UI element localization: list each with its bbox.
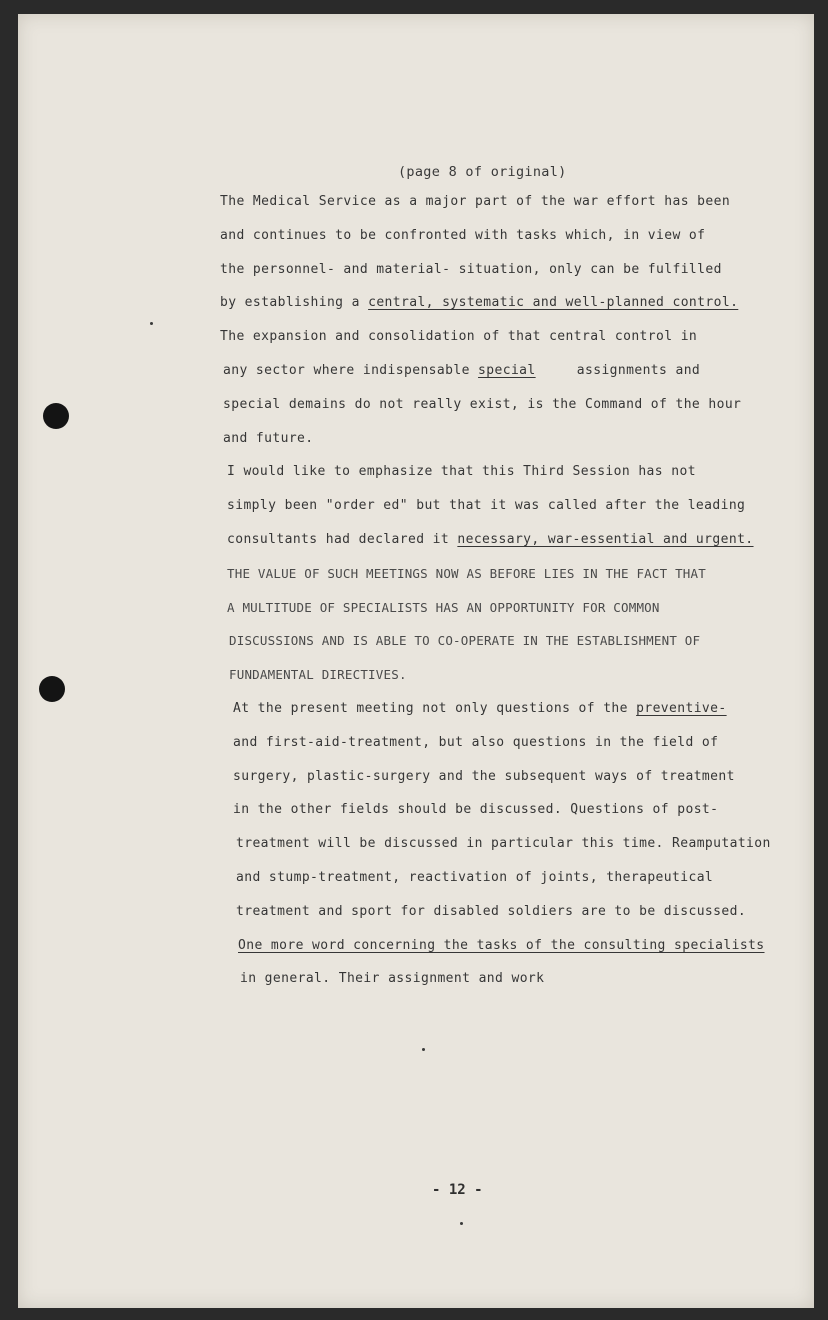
- ink-speck: [422, 1048, 425, 1051]
- text-segment: consultants had declared it: [227, 532, 458, 547]
- text-line: [229, 633, 700, 648]
- text-line: [236, 836, 771, 851]
- text-segment: and continues to be confronted with tasks which, in view of: [220, 227, 706, 243]
- text-segment: and future.: [223, 430, 314, 446]
- page-header: (page 8 of original): [398, 164, 567, 180]
- text-segment: and stump-treatment, reactivation of joints, therapeutical: [236, 870, 714, 885]
- text-line: [227, 498, 745, 513]
- page-number: - 12 -: [432, 1182, 483, 1198]
- text-segment: The expansion and consolidation of that central control in: [220, 329, 698, 345]
- text-segment: surgery, plastic-surgery and the subsequent ways of treatment: [233, 768, 735, 784]
- ink-speck: [150, 322, 153, 325]
- text-line: [223, 431, 314, 446]
- text-segment: by establishing a: [220, 295, 369, 311]
- text-segment: treatment and sport for disabled soldiers are to be discussed.: [236, 903, 747, 919]
- text-segment: any sector where indispensable: [223, 363, 479, 378]
- text-segment: The Medical Service as a major part of the war effort has been: [220, 194, 731, 209]
- text-segment: in general. Their assignment and work: [240, 971, 545, 987]
- text-line: [236, 870, 713, 885]
- text-line: [227, 464, 696, 479]
- underlined-text: special: [478, 363, 536, 378]
- text-line: [220, 262, 722, 277]
- text-line: [220, 194, 730, 209]
- text-line: [220, 295, 738, 310]
- document-page: [18, 14, 814, 1308]
- text-segment: THE VALUE OF SUCH MEETINGS NOW AS BEFORE LIES IN THE FACT THAT: [227, 565, 706, 581]
- underlined-text: necessary, war-essential and urgent.: [457, 532, 754, 547]
- underlined-text: preventive-: [636, 701, 727, 716]
- text-line: [240, 971, 544, 986]
- text-line: [223, 363, 700, 378]
- punch-hole-top: [43, 403, 69, 429]
- text-segment: I would like to emphasize that this Third Session has not: [227, 464, 696, 480]
- punch-hole-bottom: [39, 676, 65, 702]
- text-segment: the personnel- and material- situation, only can be fulfilled: [220, 261, 722, 277]
- text-line: [233, 769, 735, 784]
- text-line: [223, 397, 741, 412]
- text-line: [227, 600, 660, 615]
- text-line: [238, 938, 765, 953]
- underlined-text: central, systematic and well-planned control.: [368, 295, 739, 311]
- text-line: [229, 667, 407, 682]
- text-segment: simply been "order ed" but that it was called after the leading: [227, 498, 746, 514]
- text-line: [233, 735, 718, 750]
- text-segment: in the other fields should be discussed. Questions of post-: [233, 802, 719, 818]
- text-segment: A MULTITUDE OF SPECIALISTS HAS AN OPPORTUNITY FOR COMMON: [227, 599, 660, 615]
- text-line: [227, 566, 706, 581]
- text-line: [236, 904, 746, 919]
- text-line: [233, 701, 727, 716]
- text-line: [220, 329, 697, 344]
- text-line: [227, 532, 754, 547]
- text-segment: DISCUSSIONS AND IS ABLE TO CO-OPERATE IN THE ESTABLISHMENT OF: [229, 633, 701, 649]
- underlined-text: One more word concerning the tasks of the consulting specialists: [238, 937, 765, 953]
- text-segment: and first-aid-treatment, but also questions in the field of: [233, 734, 719, 750]
- text-segment: assignments and: [535, 363, 701, 378]
- text-segment: FUNDAMENTAL DIRECTIVES.: [229, 667, 407, 683]
- text-line: [220, 228, 705, 243]
- text-segment: At the present meeting not only questions of the: [233, 701, 637, 716]
- ink-speck: [460, 1222, 463, 1225]
- text-line: [233, 802, 718, 817]
- text-segment: special demains do not really exist, is the Command of the hour: [223, 396, 742, 412]
- text-segment: treatment will be discussed in particular this time. Reamputation: [236, 836, 771, 852]
